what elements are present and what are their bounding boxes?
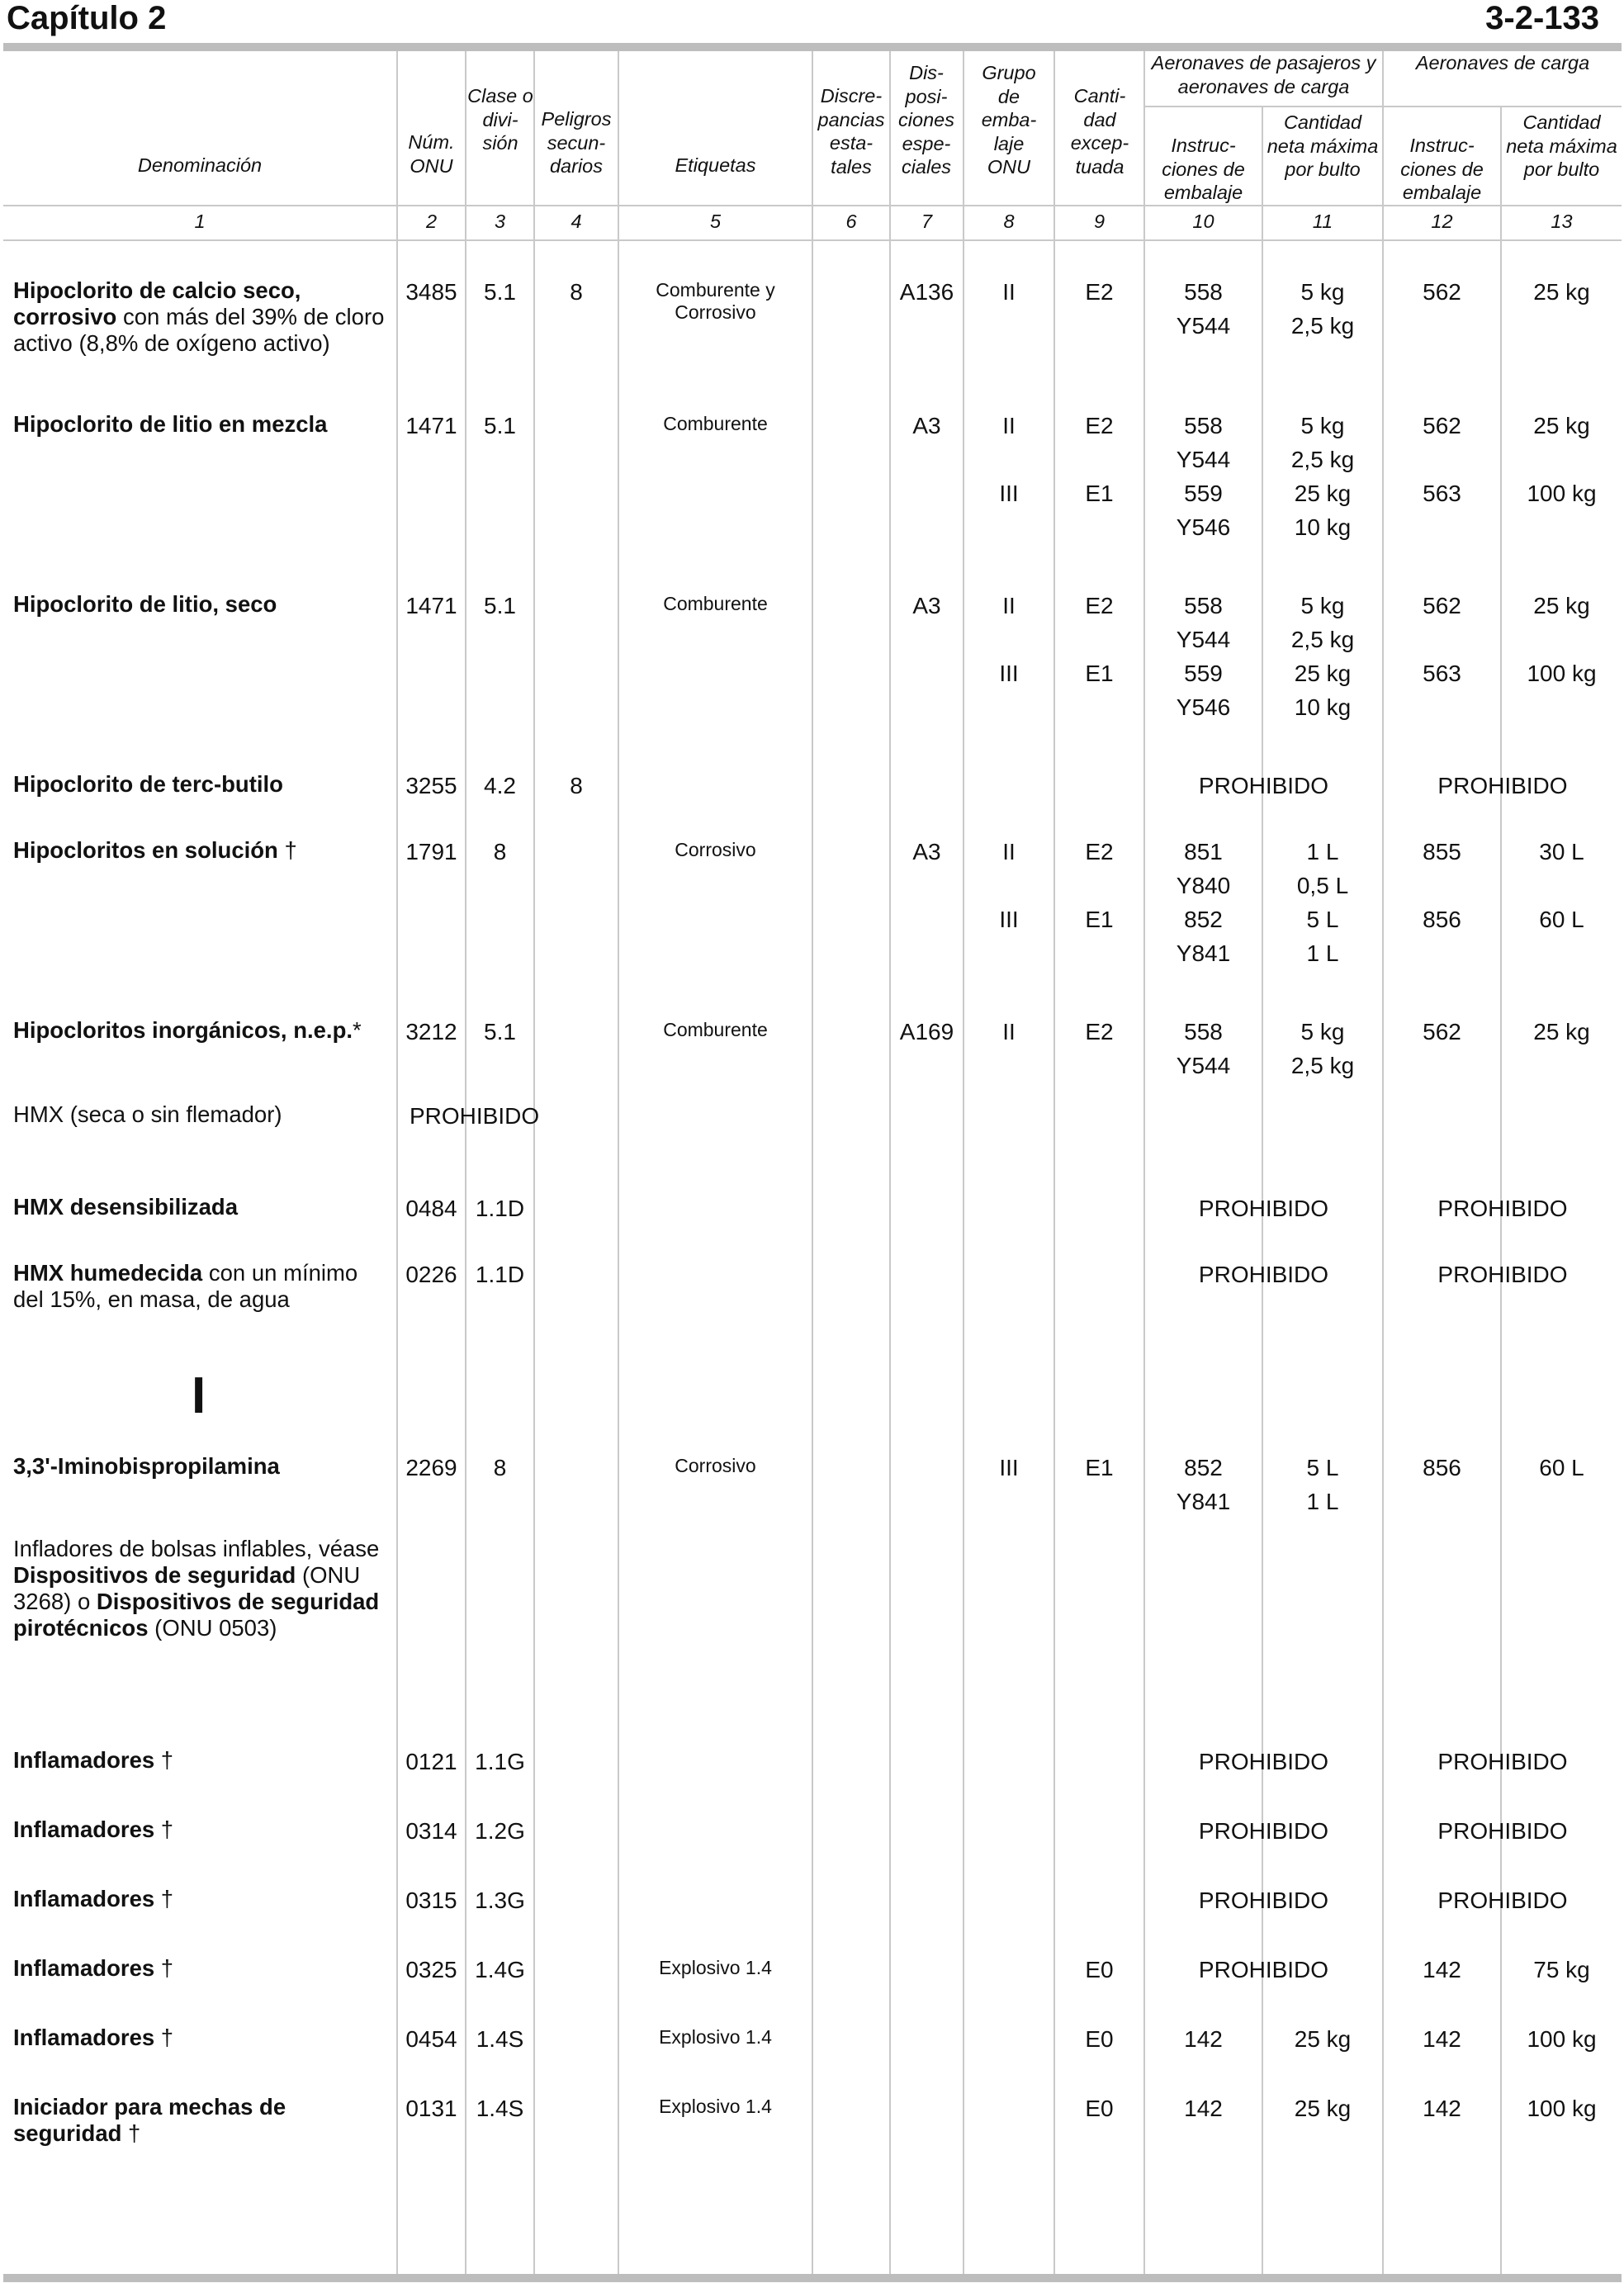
entry-cantidad-exceptuada: E2 — [1085, 413, 1114, 438]
entry-cantidad-carga: 60 L — [1539, 1455, 1584, 1480]
entry-prohibido: PROHIBIDO — [410, 1103, 540, 1129]
entry-num-onu: 0314 — [405, 1818, 457, 1844]
entry-instrucciones-carga: 142 — [1423, 2026, 1461, 2052]
entry-cantidad-carga: 25 kg — [1533, 1019, 1590, 1044]
col-header-clase: Clase o divi- sión — [467, 85, 533, 154]
entry-prohibido-pasajeros: PROHIBIDO — [1198, 1957, 1329, 1982]
entry-instrucciones-carga: 855 — [1423, 839, 1461, 864]
col-header-num-onu: Núm. ONU — [408, 131, 455, 177]
entry-instrucciones-pasajeros: Y841 — [1176, 1489, 1231, 1514]
entry-cantidad-pasajeros: 10 kg — [1294, 514, 1352, 540]
entry-cantidad-carga: 25 kg — [1533, 593, 1590, 618]
entry-denominacion: Inflamadores † — [13, 2025, 174, 2050]
entry-instrucciones-pasajeros: 558 — [1184, 279, 1223, 305]
entry-instrucciones-pasajeros: 558 — [1184, 413, 1223, 438]
entry-etiquetas: Explosivo 1.4 — [659, 1957, 772, 1978]
column-number: 12 — [1431, 211, 1453, 232]
col-header-etiquetas: Etiquetas — [675, 154, 756, 176]
entry-cantidad-pasajeros: 10 kg — [1294, 694, 1352, 720]
entry-etiquetas: Comburente — [663, 1019, 768, 1040]
entry-instrucciones-carga: 562 — [1423, 1019, 1461, 1044]
entry-cantidad-pasajeros: 5 kg — [1300, 413, 1345, 438]
col-header-peligros: Peligros secun- darios — [541, 108, 612, 177]
entry-prohibido-pasajeros: PROHIBIDO — [1198, 1262, 1329, 1287]
entry-cantidad-carga: 100 kg — [1527, 2026, 1597, 2052]
entry-prohibido-pasajeros: PROHIBIDO — [1198, 773, 1329, 798]
entry-denominacion: Inflamadores † — [13, 1955, 174, 1981]
column-number: 4 — [571, 211, 582, 232]
entry-cantidad-carga: 25 kg — [1533, 413, 1590, 438]
entry-num-onu: 3255 — [405, 773, 457, 798]
page-number: 3-2-133 — [1485, 0, 1599, 36]
entry-clase: 1.3G — [475, 1888, 525, 1913]
entry-clase: 8 — [493, 1455, 507, 1480]
column-number: 1 — [194, 211, 206, 232]
entry-instrucciones-pasajeros: 559 — [1184, 661, 1223, 686]
col-divider-6 — [889, 51, 891, 2274]
entry-instrucciones-pasajeros: 558 — [1184, 1019, 1223, 1044]
entry-clase: 1.1D — [475, 1196, 525, 1221]
col-header-aeronaves-pasajeros: Aeronaves de pasajeros y aeronaves de carga — [1151, 52, 1376, 97]
entry-clase: 4.2 — [484, 773, 516, 798]
entry-disposiciones: A169 — [899, 1019, 954, 1044]
entry-prohibido-carga: PROHIBIDO — [1437, 1888, 1568, 1913]
entry-clase: 1.4G — [475, 1957, 525, 1982]
entry-cantidad-pasajeros: 5 kg — [1300, 593, 1345, 618]
entry-cantidad-pasajeros: 25 kg — [1294, 661, 1352, 686]
entry-instrucciones-pasajeros: Y544 — [1176, 447, 1231, 472]
col-divider-11 — [1382, 51, 1384, 2274]
entry-num-onu: 2269 — [405, 1455, 457, 1480]
entry-num-onu: 0484 — [405, 1196, 457, 1221]
entry-num-onu: 3485 — [405, 279, 457, 305]
entry-num-onu: 3212 — [405, 1019, 457, 1044]
entry-clase: 5.1 — [484, 413, 516, 438]
entry-cantidad-carga: 25 kg — [1533, 279, 1590, 305]
entry-etiquetas: Comburente — [663, 413, 768, 434]
entry-denominacion: Inflamadores † — [13, 1747, 174, 1773]
entry-prohibido-pasajeros: PROHIBIDO — [1198, 1888, 1329, 1913]
entry-clase: 5.1 — [484, 593, 516, 618]
column-number: 13 — [1551, 211, 1573, 232]
entry-prohibido-carga: PROHIBIDO — [1437, 1196, 1568, 1221]
section-letter: I — [192, 1367, 206, 1424]
entry-denominacion: Hipoclorito de calcio seco, corrosivo con más del 39% de cloro activo (8,8% de oxígeno activo) — [13, 277, 385, 356]
entry-disposiciones: A3 — [912, 413, 941, 438]
entry-cantidad-carga: 100 kg — [1527, 2096, 1597, 2121]
entry-cantidad-exceptuada: E1 — [1085, 661, 1114, 686]
entry-grupo-embalaje: III — [999, 481, 1019, 506]
entry-instrucciones-pasajeros: 558 — [1184, 593, 1223, 618]
entry-cantidad-exceptuada: E2 — [1085, 1019, 1114, 1044]
entry-etiquetas: Comburente — [663, 593, 768, 614]
entry-cantidad-carga: 75 kg — [1533, 1957, 1590, 1982]
entry-etiquetas: Corrosivo — [675, 839, 756, 860]
column-number: 11 — [1312, 211, 1333, 232]
entry-cantidad-carga: 60 L — [1539, 907, 1584, 932]
entry-cantidad-exceptuada: E2 — [1085, 839, 1114, 864]
entry-prohibido-carga: PROHIBIDO — [1437, 1262, 1568, 1287]
entry-cantidad-pasajeros: 2,5 kg — [1290, 313, 1355, 339]
column-number: 3 — [494, 211, 506, 232]
entry-instrucciones-carga: 562 — [1423, 593, 1461, 618]
entry-cantidad-pasajeros: 5 L — [1306, 1455, 1339, 1480]
entry-cantidad-carga: 30 L — [1539, 839, 1584, 864]
column-number: 6 — [845, 211, 857, 232]
entry-instrucciones-carga: 856 — [1423, 907, 1461, 932]
entry-cantidad-pasajeros: 5 L — [1306, 907, 1339, 932]
entry-instrucciones-pasajeros: 559 — [1184, 481, 1223, 506]
entry-denominacion: Hipoclorito de litio en mezcla — [13, 411, 328, 437]
entry-cantidad-pasajeros: 2,5 kg — [1290, 627, 1355, 652]
entry-cantidad-pasajeros: 1 L — [1306, 1489, 1339, 1514]
col-header-cantidad-carga: Cantidad neta máxima por bulto — [1506, 111, 1617, 180]
chapter-title: Capítulo 2 — [7, 0, 167, 36]
entry-grupo-embalaje: III — [999, 907, 1019, 932]
entry-num-onu: 0121 — [405, 1749, 457, 1774]
entry-denominacion: Hipocloritos en solución † — [13, 837, 297, 863]
entry-clase: 8 — [493, 839, 507, 864]
column-number: 9 — [1093, 211, 1106, 232]
entry-denominacion: Iniciador para mechas de seguridad † — [13, 2094, 286, 2146]
entry-cantidad-exceptuada: E2 — [1085, 279, 1114, 305]
col-divider-4 — [618, 51, 619, 2274]
entry-num-onu: 0131 — [405, 2096, 457, 2121]
entry-instrucciones-pasajeros: Y546 — [1176, 694, 1231, 720]
entry-cantidad-exceptuada: E0 — [1085, 2096, 1114, 2121]
entry-prohibido-carga: PROHIBIDO — [1437, 1818, 1568, 1844]
entry-instrucciones-carga: 563 — [1423, 661, 1461, 686]
entry-cantidad-pasajeros: 2,5 kg — [1290, 447, 1355, 472]
column-number: 5 — [709, 211, 722, 232]
col-header-aeronaves-carga: Aeronaves de carga — [1415, 52, 1590, 73]
entry-cantidad-exceptuada: E1 — [1085, 907, 1114, 932]
entry-prohibido-carga: PROHIBIDO — [1437, 773, 1568, 798]
entry-etiquetas: Corrosivo — [675, 1455, 756, 1476]
col-header-instrucciones-carga: Instruc- ciones de embalaje — [1400, 135, 1484, 203]
entry-cantidad-pasajeros: 0,5 L — [1296, 873, 1349, 898]
entry-etiquetas: Comburente y Corrosivo — [656, 279, 775, 323]
col-divider-3 — [533, 51, 535, 2274]
entry-denominacion: HMX desensibilizada — [13, 1194, 239, 1220]
entry-etiquetas: Explosivo 1.4 — [659, 2026, 772, 2048]
column-number: 8 — [1003, 211, 1015, 232]
entry-num-onu: 0325 — [405, 1957, 457, 1982]
entry-instrucciones-pasajeros: 142 — [1184, 2096, 1223, 2121]
entry-denominacion: Inflamadores † — [13, 1816, 174, 1842]
entry-denominacion: HMX (seca o sin flemador) — [13, 1101, 282, 1127]
entry-grupo-embalaje: II — [1002, 413, 1016, 438]
entry-peligros: 8 — [570, 773, 583, 798]
entry-cantidad-exceptuada: E0 — [1085, 2026, 1114, 2052]
entry-clase: 5.1 — [484, 1019, 516, 1044]
entry-denominacion: 3,3'-Iminobispropilamina — [13, 1453, 280, 1479]
top-rule — [3, 43, 1622, 51]
entry-grupo-embalaje: II — [1002, 1019, 1016, 1044]
col-header-grupo: Grupo de emba- laje ONU — [981, 62, 1037, 178]
column-number: 10 — [1192, 211, 1214, 232]
entry-cantidad-pasajeros: 1 L — [1306, 839, 1339, 864]
col-divider-9 — [1143, 51, 1145, 2274]
entry-num-onu: 1791 — [405, 839, 457, 864]
entry-cantidad-carga: 100 kg — [1527, 481, 1597, 506]
entry-clase: 1.4S — [476, 2026, 524, 2052]
entry-cantidad-pasajeros: 25 kg — [1294, 2026, 1352, 2052]
entry-cantidad-exceptuada: E1 — [1085, 1455, 1114, 1480]
entry-denominacion: Hipoclorito de litio, seco — [13, 591, 277, 617]
entry-cantidad-pasajeros: 1 L — [1306, 940, 1339, 966]
col-divider-1 — [396, 51, 398, 2274]
entry-cantidad-exceptuada: E2 — [1085, 593, 1114, 618]
entry-instrucciones-carga: 563 — [1423, 481, 1461, 506]
entry-clase: 1.1D — [475, 1262, 525, 1287]
entry-cantidad-exceptuada: E1 — [1085, 481, 1114, 506]
entry-instrucciones-carga: 562 — [1423, 279, 1461, 305]
entry-peligros: 8 — [570, 279, 583, 305]
entry-instrucciones-pasajeros: Y544 — [1176, 1053, 1231, 1078]
entry-cantidad-pasajeros: 25 kg — [1294, 481, 1352, 506]
entry-disposiciones: A3 — [912, 839, 941, 864]
entry-cantidad-pasajeros: 5 kg — [1300, 1019, 1345, 1044]
entry-cantidad-exceptuada: E0 — [1085, 1957, 1114, 1982]
entry-clase: 1.2G — [475, 1818, 525, 1844]
column-number: 7 — [921, 211, 933, 232]
entry-instrucciones-carga: 562 — [1423, 413, 1461, 438]
entry-denominacion: Hipocloritos inorgánicos, n.e.p.* — [13, 1017, 362, 1043]
entry-grupo-embalaje: III — [999, 661, 1019, 686]
entry-instrucciones-pasajeros: 142 — [1184, 2026, 1223, 2052]
entry-prohibido-pasajeros: PROHIBIDO — [1198, 1749, 1329, 1774]
entry-cantidad-pasajeros: 5 kg — [1300, 279, 1345, 305]
entry-instrucciones-pasajeros: Y544 — [1176, 313, 1231, 339]
entry-clase: 1.1G — [475, 1749, 525, 1774]
col-header-instrucciones-pax: Instruc- ciones de embalaje — [1162, 135, 1245, 203]
entry-instrucciones-carga: 142 — [1423, 1957, 1461, 1982]
entry-instrucciones-pasajeros: Y544 — [1176, 627, 1231, 652]
col-header-discrepancias: Discre- pancias esta- tales — [817, 85, 885, 178]
entry-instrucciones-pasajeros: Y546 — [1176, 514, 1231, 540]
entry-grupo-embalaje: II — [1002, 279, 1016, 305]
entry-prohibido-pasajeros: PROHIBIDO — [1198, 1818, 1329, 1844]
entry-disposiciones: A3 — [912, 593, 941, 618]
entry-disposiciones: A136 — [899, 279, 954, 305]
col-divider-7 — [963, 51, 964, 2274]
col-divider-2 — [465, 51, 466, 2274]
col-header-cantidad-pax: Cantidad neta máxima por bulto — [1267, 111, 1379, 180]
entry-num-onu: 1471 — [405, 593, 457, 618]
col-header-cantidad-exceptuada: Canti- dad excep- tuada — [1070, 85, 1129, 178]
entry-denominacion: Hipoclorito de terc-butilo — [13, 771, 283, 797]
entry-instrucciones-pasajeros: Y840 — [1176, 873, 1231, 898]
col-header-denominacion: Denominación — [137, 154, 263, 176]
col-divider-5 — [812, 51, 813, 2274]
col-divider-8 — [1053, 51, 1055, 2274]
entry-clase: 1.4S — [476, 2096, 524, 2121]
entry-instrucciones-pasajeros: 852 — [1184, 1455, 1223, 1480]
entry-instrucciones-carga: 142 — [1423, 2096, 1461, 2121]
bottom-rule — [3, 2274, 1622, 2282]
col-header-disposiciones: Dis- posi- ciones espe- ciales — [898, 62, 954, 178]
entry-denominacion: Inflamadores † — [13, 1886, 174, 1911]
entry-cantidad-pasajeros: 2,5 kg — [1290, 1053, 1355, 1078]
entry-instrucciones-pasajeros: Y841 — [1176, 940, 1231, 966]
entry-grupo-embalaje: II — [1002, 839, 1016, 864]
entry-denominacion: HMX humedecida con un mínimo del 15%, en masa, de agua — [13, 1260, 358, 1312]
entry-cantidad-carga: 100 kg — [1527, 661, 1597, 686]
column-number: 2 — [425, 211, 438, 232]
entry-grupo-embalaje: III — [999, 1455, 1019, 1480]
entry-prohibido-pasajeros: PROHIBIDO — [1198, 1196, 1329, 1221]
entry-clase: 5.1 — [484, 279, 516, 305]
entry-denominacion: Infladores de bolsas inflables, véase Dispositivos de seguridad (ONU 3268) o Dispositivos de seguridad pirotécnicos (ONU 0503) — [13, 1536, 380, 1641]
entry-instrucciones-carga: 856 — [1423, 1455, 1461, 1480]
entry-num-onu: 0454 — [405, 2026, 457, 2052]
entry-num-onu: 0226 — [405, 1262, 457, 1287]
entry-instrucciones-pasajeros: 851 — [1184, 839, 1223, 864]
entry-prohibido-carga: PROHIBIDO — [1437, 1749, 1568, 1774]
entry-etiquetas: Explosivo 1.4 — [659, 2096, 772, 2117]
entry-instrucciones-pasajeros: 852 — [1184, 907, 1223, 932]
entry-num-onu: 1471 — [405, 413, 457, 438]
entry-grupo-embalaje: II — [1002, 593, 1016, 618]
entry-cantidad-pasajeros: 25 kg — [1294, 2096, 1352, 2121]
entry-num-onu: 0315 — [405, 1888, 457, 1913]
